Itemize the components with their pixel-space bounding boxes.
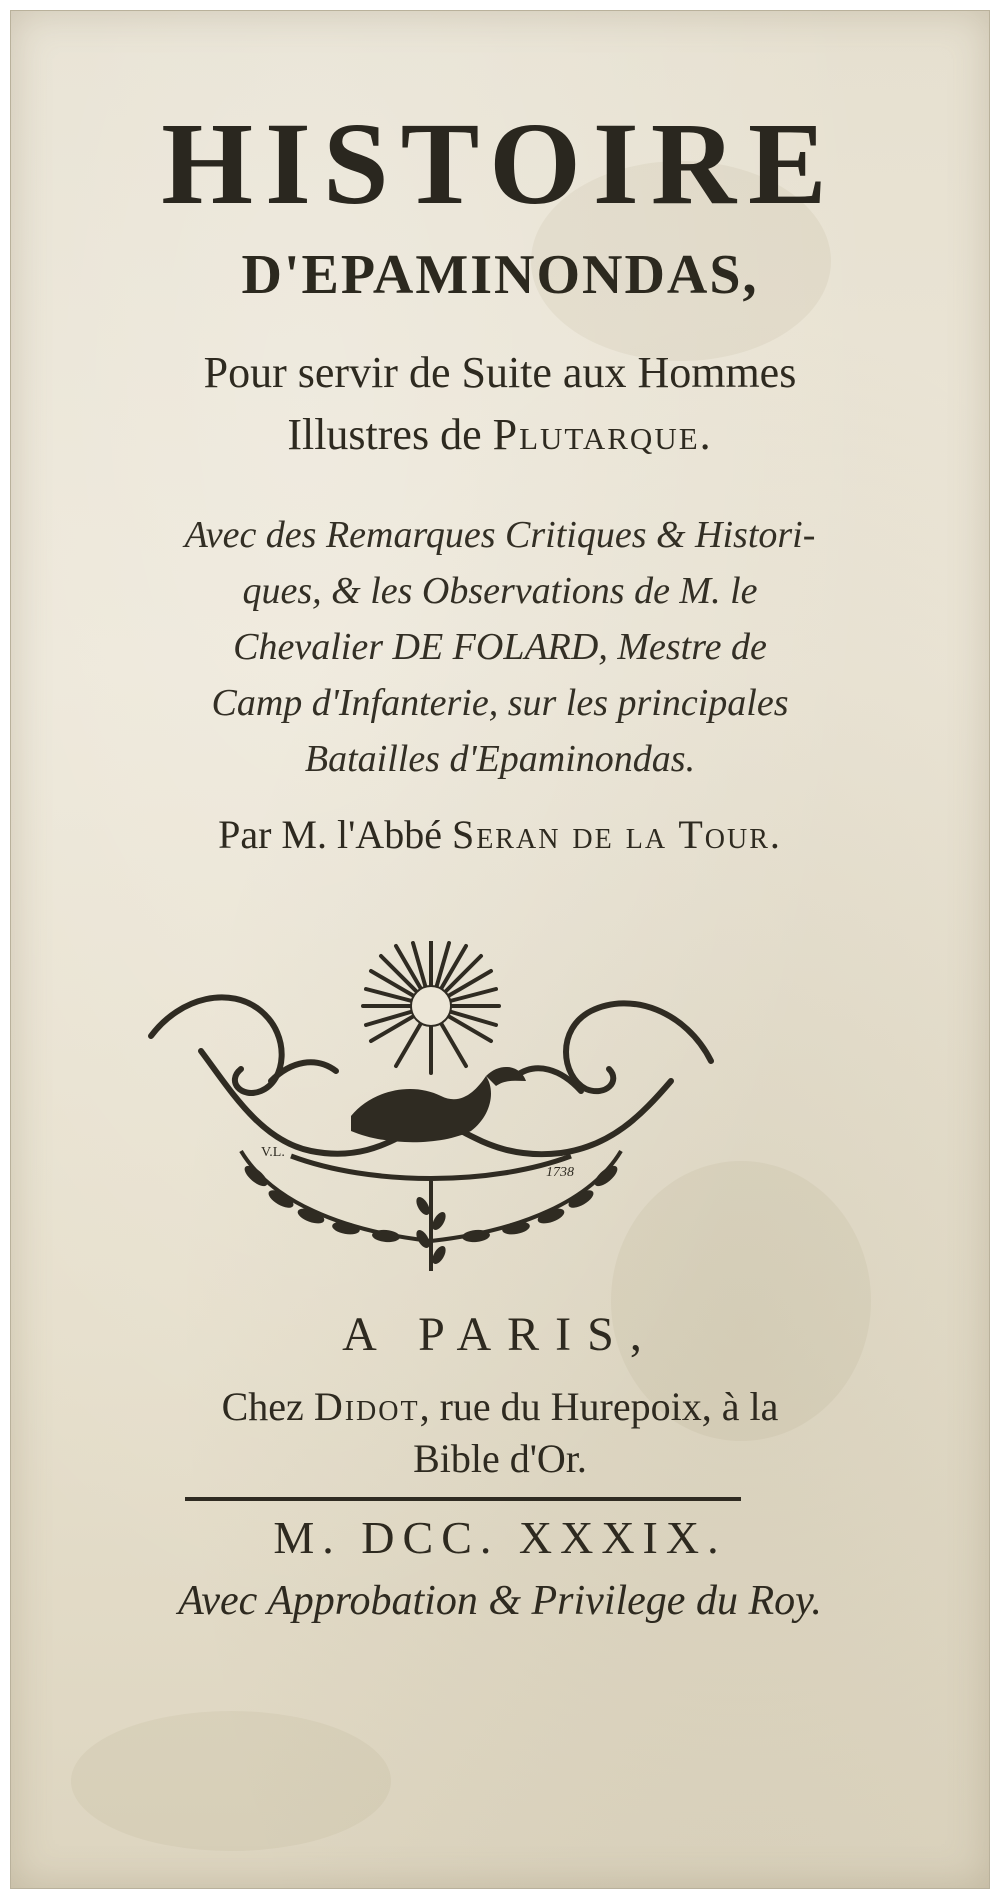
purpose-text: Illustres de [287, 410, 493, 459]
purpose-line-1: Pour servir de Suite aux Hommes [203, 348, 797, 397]
author-prefix: Par M. l'Abbé [218, 812, 452, 857]
dolphin-figure [351, 1067, 526, 1142]
title-page [10, 10, 990, 1889]
plutarque-name: Plutarque. [492, 410, 713, 459]
engraver-signature: V.L. [261, 1145, 285, 1160]
remarks-line-4: Camp d'Infanterie, sur les principales [211, 682, 789, 724]
base-scroll [291, 1156, 571, 1179]
remarks-line-3: Chevalier DE FOLARD, Mestre de [233, 626, 767, 668]
book-title: HISTOIRE [161, 98, 839, 229]
author-line [11, 811, 989, 858]
paper-stain [71, 1711, 391, 1851]
publisher-prefix: Chez [221, 1384, 314, 1429]
publisher-line-2: Bible d'Or. [413, 1436, 587, 1481]
printers-ornament [141, 941, 721, 1271]
publisher-line-1 [11, 1383, 989, 1430]
publication-year: M. DCC. XXXIX. [273, 1512, 727, 1563]
privilege-line: Avec Approbation & Privilege du Roy. [178, 1578, 822, 1624]
publisher-address: , rue du Hurepoix, à la [419, 1384, 779, 1429]
purpose-line-2 [11, 409, 989, 460]
divider-rule [185, 1497, 741, 1501]
sun-disc [411, 986, 451, 1026]
remarks-line-5: Batailles d'Epaminondas. [304, 738, 696, 780]
remarks-line-1: Avec des Remarques Critiques & Histori- [184, 514, 816, 556]
author-name: Seran de la Tour. [451, 812, 782, 857]
ornament-year: 1738 [546, 1165, 574, 1180]
book-subtitle: D'EPAMINONDAS, [241, 244, 759, 306]
imprint-city: A PARIS, [342, 1308, 658, 1361]
publisher-name: Didot [313, 1384, 420, 1429]
remarks-line-2: ques, & les Observations de M. le [242, 570, 758, 612]
